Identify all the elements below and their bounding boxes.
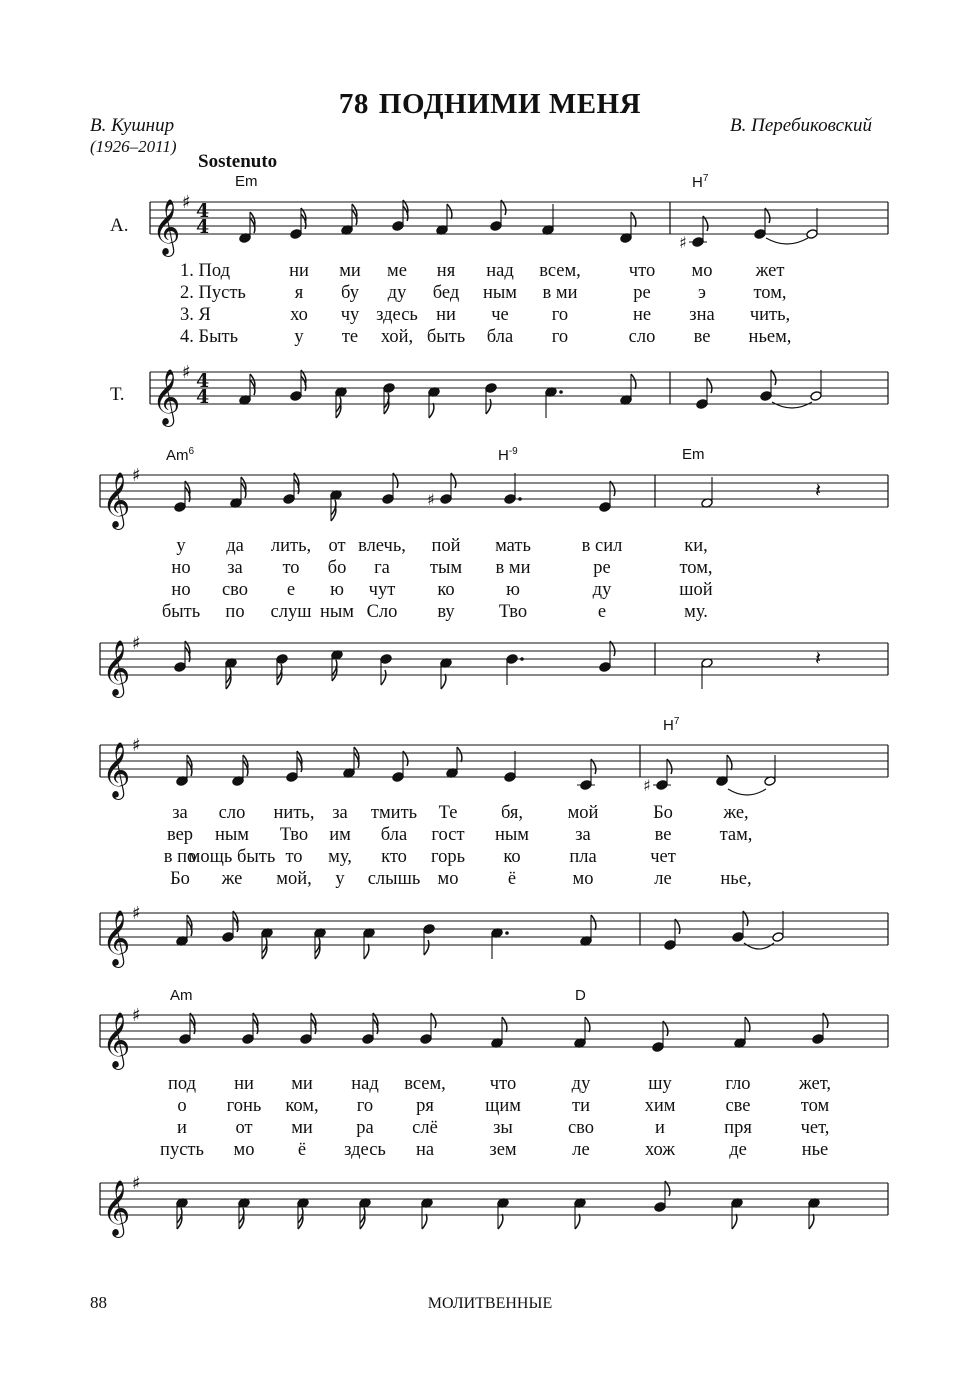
note-flag <box>585 1017 590 1032</box>
lyric-syllable: гло <box>725 1074 751 1094</box>
note-flag <box>631 374 636 389</box>
lyric-syllable: ни <box>289 261 309 281</box>
key-signature-sharp: ♯ <box>132 633 141 654</box>
notehead <box>599 502 611 513</box>
notehead <box>772 932 784 943</box>
lyric-syllable: ле <box>654 869 672 889</box>
lyric-syllable: го <box>356 1096 374 1116</box>
lyric-syllable: му, <box>328 847 352 867</box>
lyric-syllable: бла <box>486 327 514 347</box>
lyric-syllable: га <box>374 558 390 578</box>
lyric-syllable: щим <box>485 1096 521 1116</box>
notehead <box>504 772 516 783</box>
lyric-syllable: ву <box>437 602 455 622</box>
lyric-syllable: мой <box>567 803 599 823</box>
treble-clef: 𝄞 <box>102 1180 131 1236</box>
section-name: МОЛИТВЕННЫЕ <box>427 1295 553 1312</box>
lyric-syllable: сво <box>567 1118 595 1138</box>
lyricist: В. Кушнир <box>90 115 175 136</box>
lyric-syllable: то <box>285 847 303 867</box>
lyric-syllable: 2. Пусть <box>180 283 246 303</box>
notehead <box>242 1034 254 1045</box>
lyric-syllable: го <box>551 327 569 347</box>
key-signature-sharp: ♯ <box>132 465 141 486</box>
lyric-syllable: чет, <box>800 1118 830 1138</box>
lyric-syllable: и <box>655 1118 665 1138</box>
lyric-syllable: Сло <box>366 602 398 622</box>
time-signature-top: 4 <box>196 370 210 392</box>
lyric-syllable: жет <box>755 261 785 281</box>
lyric-syllable: не <box>632 305 652 325</box>
accidental-sharp: ♯ <box>679 233 687 252</box>
notehead <box>420 1034 432 1045</box>
note-flag <box>457 747 462 762</box>
lyric-syllable: чут <box>368 580 396 600</box>
tie <box>772 402 812 408</box>
lyric-syllable: и <box>177 1118 187 1138</box>
lyric-syllable: бла <box>380 825 408 845</box>
notehead <box>696 399 708 410</box>
notehead <box>383 383 395 394</box>
lyric-syllable: пусть <box>160 1140 204 1160</box>
lyric-syllable: ным <box>482 283 518 303</box>
note-flag <box>732 1214 737 1229</box>
accidental-sharp: ♯ <box>643 776 651 795</box>
augmentation-dot <box>559 390 563 394</box>
lyric-syllable: ми <box>291 1118 313 1138</box>
lyric-syllable: е <box>286 580 296 600</box>
augmentation-dot <box>518 497 522 501</box>
lyric-syllable: ю <box>330 580 344 600</box>
lyric-syllable: о <box>177 1096 187 1116</box>
lyric-syllable: мать <box>495 536 531 556</box>
lyric-syllable: ю <box>506 580 520 600</box>
lyric-syllable: у <box>294 327 304 347</box>
lyric-syllable: хож <box>644 1140 676 1160</box>
lyric-syllable: на <box>415 1140 435 1160</box>
note-flag <box>745 1017 750 1032</box>
time-signature-bottom: 4 <box>196 386 210 408</box>
note-flag <box>424 940 429 955</box>
key-signature-sharp: ♯ <box>132 1173 141 1194</box>
lyric-syllable: здесь <box>344 1140 386 1160</box>
lyric-syllable: тмить <box>370 803 418 823</box>
lyric-syllable: э <box>698 283 706 303</box>
quarter-rest: 𝄽 <box>815 478 822 502</box>
notehead <box>652 1042 664 1053</box>
lyric-syllable: ме <box>387 261 407 281</box>
tie <box>728 789 766 795</box>
lyric-syllable: да <box>226 536 244 556</box>
lyric-syllable: над <box>351 1074 379 1094</box>
lyric-syllable: де <box>729 1140 747 1160</box>
note-flag <box>591 915 596 930</box>
lyric-syllable: све <box>725 1096 751 1116</box>
treble-clef: 𝄞 <box>102 1012 131 1068</box>
lyric-syllable: хо <box>290 305 308 325</box>
lyric-syllable: нье <box>801 1140 829 1160</box>
lyric-syllable: слышь <box>367 869 421 889</box>
lyric-syllable: том <box>800 1096 830 1116</box>
lyric-syllable: 3. Я <box>180 305 211 325</box>
chord-symbol: D <box>575 987 586 1004</box>
notehead <box>732 932 744 943</box>
lyric-syllable: по <box>225 602 245 622</box>
note-flag <box>364 944 369 959</box>
note-flag <box>809 1214 814 1229</box>
chord-symbol: Em <box>682 446 705 463</box>
notehead <box>222 932 234 943</box>
notehead <box>300 1034 312 1045</box>
notehead <box>380 654 392 665</box>
lyric-syllable: слуш <box>270 602 312 622</box>
lyric-syllable: влечь, <box>358 536 406 556</box>
lyric-syllable: ми <box>291 1074 313 1094</box>
chord-symbol: Am <box>170 987 193 1004</box>
lyric-syllable: мо <box>233 1140 255 1160</box>
lyric-syllable: же, <box>723 803 749 823</box>
note-flag <box>631 212 636 227</box>
lyric-syllable: ти <box>572 1096 590 1116</box>
lyric-syllable: ки, <box>684 536 708 556</box>
lyric-syllable: бо <box>327 558 347 578</box>
lyric-syllable: сво <box>221 580 249 600</box>
lyric-syllable: что <box>628 261 656 281</box>
chord-symbol: $H^7$ <box>692 173 709 191</box>
lyric-syllable: быть <box>161 602 201 622</box>
lyric-syllable: что <box>489 1074 517 1094</box>
notehead <box>664 940 676 951</box>
note-flag <box>727 755 732 770</box>
augmentation-dot <box>505 931 509 935</box>
lyric-syllable: нье, <box>720 869 752 889</box>
lyric-syllable: ни <box>234 1074 254 1094</box>
lyric-syllable: горь <box>430 847 466 867</box>
treble-clef: 𝄞 <box>152 369 181 425</box>
lyric-syllable: Те <box>438 803 458 823</box>
lyric-syllable: за <box>575 825 591 845</box>
lyric-syllable: ным <box>319 602 355 622</box>
note-flag <box>447 204 452 219</box>
notehead <box>290 391 302 402</box>
time-signature-bottom: 4 <box>196 216 210 238</box>
page-number: 88 <box>90 1293 107 1312</box>
key-signature-sharp: ♯ <box>132 1005 141 1026</box>
notehead <box>504 494 516 505</box>
lyric-syllable: хой, <box>380 327 414 347</box>
lyric-syllable: ко <box>503 847 521 867</box>
time-signature-top: 4 <box>196 200 210 222</box>
lyric-syllable: те <box>341 327 359 347</box>
lyric-syllable: Бо <box>653 803 673 823</box>
song-number: 78 <box>338 88 369 120</box>
lyric-syllable: ве <box>654 825 672 845</box>
lyric-syllable: в сил <box>581 536 623 556</box>
lyric-syllable: ня <box>436 261 456 281</box>
lyric-syllable: зна <box>689 305 715 325</box>
notehead <box>440 494 452 505</box>
lyric-syllable: мой, <box>276 869 312 889</box>
notehead <box>423 924 435 935</box>
lyric-syllable: ком, <box>285 1096 319 1116</box>
lyric-syllable: ду <box>571 1074 591 1094</box>
lyric-syllable: слё <box>412 1118 438 1138</box>
lyric-syllable: над <box>486 261 514 281</box>
notehead <box>506 654 518 665</box>
notehead <box>174 662 186 673</box>
notehead <box>283 494 295 505</box>
lyric-syllable: му. <box>684 602 708 622</box>
lyric-syllable: пла <box>569 847 597 867</box>
lyric-syllable: том, <box>753 283 787 303</box>
note-flag <box>381 670 386 685</box>
voice-label-tenor: Т. <box>110 384 125 405</box>
note-flag <box>429 403 434 418</box>
note-flag <box>486 399 491 414</box>
notehead <box>490 221 502 232</box>
lyric-syllable: тым <box>429 558 463 578</box>
lyric-syllable: Тво <box>498 602 528 622</box>
lyric-syllable: Бо <box>170 869 190 889</box>
lyric-syllable: же <box>221 869 243 889</box>
notehead <box>362 1034 374 1045</box>
voice-label-alto: А. <box>110 215 129 236</box>
lyric-syllable: ньем, <box>748 327 792 347</box>
lyric-syllable: бед <box>432 283 460 303</box>
lyric-syllable: том, <box>679 558 713 578</box>
lyric-syllable: е <box>597 602 607 622</box>
lyric-syllable: в по <box>163 847 197 867</box>
treble-clef: 𝄞 <box>102 640 131 696</box>
note-flag <box>575 1214 580 1229</box>
lyric-syllable: зы <box>493 1118 513 1138</box>
key-signature-sharp: ♯ <box>132 903 141 924</box>
accidental-sharp: ♯ <box>427 490 435 509</box>
lyric-syllable: шу <box>648 1074 672 1094</box>
key-signature-sharp: ♯ <box>132 735 141 756</box>
notehead <box>760 391 772 402</box>
lyric-syllable: лить, <box>270 536 312 556</box>
notehead <box>599 662 611 673</box>
lyric-syllable: пой <box>431 536 461 556</box>
lyric-syllable: ным <box>494 825 530 845</box>
lyric-syllable: мощь быть <box>188 847 276 867</box>
lyric-syllable: быть <box>426 327 466 347</box>
lyric-syllable: мо <box>691 261 713 281</box>
lyric-syllable: нить, <box>273 803 315 823</box>
lyric-syllable: ни <box>436 305 456 325</box>
notehead <box>286 772 298 783</box>
quarter-rest: 𝄽 <box>815 646 822 670</box>
lyric-syllable: кто <box>381 847 407 867</box>
notehead <box>179 1034 191 1045</box>
lyric-syllable: ре <box>593 558 611 578</box>
lyric-syllable: гост <box>431 825 465 845</box>
lyric-syllable: ё <box>297 1140 307 1160</box>
lyric-syllable: вер <box>166 825 194 845</box>
treble-clef: 𝄞 <box>152 199 181 255</box>
lyric-syllable: бу <box>341 283 359 303</box>
note-flag <box>498 1214 503 1229</box>
lyric-syllable: мо <box>437 869 459 889</box>
lyric-syllable: чет <box>650 847 676 867</box>
notehead <box>754 229 766 240</box>
chord-symbol: $H^7$ <box>663 716 680 734</box>
note-flag <box>422 1214 427 1229</box>
lyric-syllable: ря <box>416 1096 434 1116</box>
key-signature-sharp: ♯ <box>182 362 191 383</box>
augmentation-dot <box>520 657 524 661</box>
lyric-syllable: всем, <box>539 261 581 281</box>
lyric-syllable: я <box>294 283 304 303</box>
notehead <box>392 772 404 783</box>
lyric-syllable: за <box>172 803 188 823</box>
lyric-syllable: за <box>227 558 243 578</box>
notehead <box>485 383 497 394</box>
lyricist-years: (1926–2011) <box>90 137 177 156</box>
lyric-syllable: жет, <box>798 1074 832 1094</box>
note-flag <box>441 674 446 689</box>
notehead <box>810 391 822 402</box>
lyric-syllable: мо <box>572 869 594 889</box>
tie <box>766 238 808 244</box>
lyric-syllable: ду <box>387 283 407 303</box>
lyric-syllable: че <box>491 305 509 325</box>
lyric-syllable: сло <box>218 803 246 823</box>
notehead <box>174 502 186 513</box>
lyric-syllable: шой <box>679 580 713 600</box>
lyric-syllable: хим <box>644 1096 676 1116</box>
lyric-syllable: у <box>176 536 186 556</box>
lyric-syllable: чить, <box>749 305 791 325</box>
lyric-syllable: ным <box>214 825 250 845</box>
lyric-syllable: зем <box>489 1140 517 1160</box>
lyric-syllable: ре <box>633 283 651 303</box>
lyric-syllable: там, <box>719 825 753 845</box>
notehead <box>654 1202 666 1213</box>
lyric-syllable: но <box>171 580 191 600</box>
lyric-syllable: ле <box>572 1140 590 1160</box>
lyric-syllable: ра <box>356 1118 374 1138</box>
lyric-syllable: под <box>167 1074 197 1094</box>
chord-symbol: Em <box>235 173 258 190</box>
lyric-syllable: им <box>329 825 351 845</box>
chord-symbol: $H^{-9}$ <box>498 446 518 464</box>
notehead <box>290 229 302 240</box>
lyric-syllable: ве <box>693 327 711 347</box>
lyric-syllable: в ми <box>495 558 531 578</box>
lyric-syllable: ко <box>437 580 455 600</box>
lyric-syllable: гонь <box>226 1096 262 1116</box>
treble-clef: 𝄞 <box>102 472 131 528</box>
treble-clef: 𝄞 <box>102 742 131 798</box>
lyric-syllable: от <box>235 1118 253 1138</box>
lyric-syllable: пря <box>724 1118 752 1138</box>
lyric-syllable: 1. Под <box>180 261 230 281</box>
lyric-syllable: у <box>335 869 345 889</box>
lyric-syllable: здесь <box>376 305 418 325</box>
lyric-syllable: то <box>282 558 300 578</box>
tie <box>744 943 774 949</box>
chord-symbol: Am$^6$ <box>166 446 195 464</box>
lyric-syllable: бя, <box>500 803 524 823</box>
notehead <box>276 654 288 665</box>
notehead <box>812 1034 824 1045</box>
lyric-syllable: от <box>328 536 346 556</box>
lyric-syllable: ё <box>507 869 517 889</box>
lyric-syllable: го <box>551 305 569 325</box>
lyric-syllable: 4. Быть <box>180 327 239 347</box>
lyric-syllable: Тво <box>279 825 309 845</box>
key-signature-sharp: ♯ <box>182 192 191 213</box>
lyric-syllable: но <box>171 558 191 578</box>
composer: В. Перебиковский <box>730 115 872 136</box>
treble-clef: 𝄞 <box>102 910 131 966</box>
song-title-text: ПОДНИМИ МЕНЯ <box>378 88 642 120</box>
lyric-syllable: ду <box>592 580 612 600</box>
notehead <box>382 494 394 505</box>
notehead <box>392 221 404 232</box>
lyric-syllable: чу <box>340 305 360 325</box>
lyric-syllable: сло <box>628 327 656 347</box>
lyric-syllable: за <box>332 803 348 823</box>
tempo-marking: Sostenuto <box>198 151 278 172</box>
lyric-syllable: всем, <box>404 1074 446 1094</box>
lyric-syllable: в ми <box>542 283 578 303</box>
note-flag <box>502 1017 507 1032</box>
lyric-syllable: ми <box>339 261 361 281</box>
